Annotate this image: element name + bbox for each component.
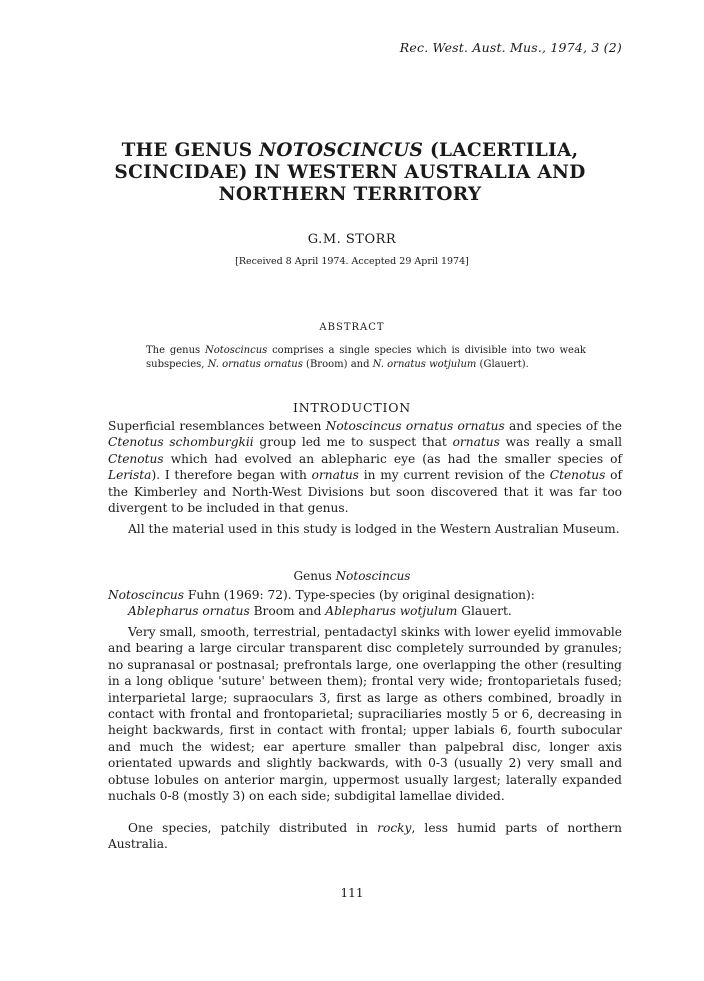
italic-segment: Ablepharus ornatus bbox=[128, 604, 250, 619]
text-segment: and species of the bbox=[504, 419, 622, 433]
abstract-segment: comprises a single species which is divisible into two weak subspecies, bbox=[146, 345, 586, 370]
genus-heading-italic: Notoscincus bbox=[335, 569, 411, 583]
text-segment: Superficial resemblances between bbox=[108, 419, 326, 433]
title-part-2: (LACERTILIA, SCINCIDAE) IN WESTERN AUSTRALIA AND NORTHERN TERRITORY bbox=[114, 140, 586, 205]
received-dates: [Received 8 April 1974. Accepted 29 April 1974] bbox=[235, 256, 469, 267]
text-segment: Glauert. bbox=[457, 604, 512, 619]
italic-segment: Lerista bbox=[108, 468, 152, 483]
type-species-second-line bbox=[108, 603, 622, 619]
text-segment: in my current revision of the bbox=[358, 468, 550, 483]
title-part-1: THE GENUS bbox=[121, 140, 260, 161]
italic-segment: Notoscincus ornatus ornatus bbox=[325, 419, 505, 433]
text-segment: Broom and bbox=[249, 604, 326, 619]
page-number: 111 bbox=[340, 886, 364, 900]
abstract-heading: ABSTRACT bbox=[319, 322, 385, 333]
text-segment: One species, patchily distributed in bbox=[128, 821, 378, 835]
italic-segment: Ctenotus schomburgkii bbox=[108, 435, 254, 450]
italic-segment: ornatus bbox=[311, 468, 359, 483]
italic-segment: Notoscincus bbox=[108, 588, 184, 602]
genus-description: Very small, smooth, terrestrial, pentadactyl skinks with lower eyelid immovable and bearing a large circular transparent disc completely surrounded by granules; no supranasal or postnasal; prefrontals large, one overlapping the other (resulting in a long oblique 'suture' between them); frontal very wide; frontoparietals fused; interparietal large; supraoculars 3, first as large as others combined, broadly in contact with frontal and frontoparietal; supraciliaries mostly 5 or 6, decreasing in height backwards, first in contact with frontal; upper labials 6, fourth subocular and much the widest; ear aperture smaller than palpebral disc, longer axis orientated upwards and slightly backwards, with 0-3 (usually 2) very small and obtuse lobules on anterior margin, uppermost usually largest; laterally expanded nuchals 0-8 (mostly 3) on each side; subdigital lamellae divided. bbox=[108, 625, 622, 804]
abstract-italic: N. ornatus wotjulum bbox=[372, 358, 477, 370]
type-species-line bbox=[108, 587, 622, 620]
text-segment: of the Kimberley and North-West Divisions but soon discovered that it was far too divergent to be included in that genus. bbox=[108, 468, 622, 516]
italic-segment: rocky bbox=[377, 821, 412, 835]
introduction-paragraph-1 bbox=[108, 418, 622, 516]
introduction-paragraph-2: All the material used in this study is lodged in the Western Australian Museum. bbox=[128, 522, 620, 536]
italic-segment: Ctenotus bbox=[549, 468, 606, 483]
italic-segment: Ablepharus wotjulum bbox=[325, 604, 458, 619]
article-title bbox=[100, 140, 600, 206]
genus-heading bbox=[0, 569, 704, 583]
italic-segment: ornatus bbox=[452, 435, 500, 450]
text-segment: , less humid parts of northern Australia. bbox=[108, 821, 622, 852]
text-segment: ). I therefore began with bbox=[151, 468, 312, 483]
genus-heading-text: Genus bbox=[293, 569, 336, 583]
abstract-segment: The genus bbox=[146, 345, 205, 356]
text-segment: Fuhn (1969: 72). Type-species (by original designation): bbox=[184, 588, 535, 602]
author-name: G.M. STORR bbox=[307, 232, 397, 247]
abstract-segment: (Glauert). bbox=[476, 358, 529, 370]
abstract-text bbox=[146, 344, 586, 371]
abstract-segment: (Broom) and bbox=[302, 358, 373, 370]
abstract-italic: N. ornatus ornatus bbox=[207, 358, 303, 370]
journal-reference: Rec. West. Aust. Mus., 1974, 3 (2) bbox=[399, 40, 622, 55]
introduction-heading: INTRODUCTION bbox=[292, 400, 412, 415]
text-segment: which had evolved an ablepharic eye (as had the smaller species of bbox=[163, 451, 622, 466]
text-segment: was really a small bbox=[499, 435, 622, 450]
italic-segment: Ctenotus bbox=[108, 451, 164, 466]
title-genus: NOTOSCINCUS bbox=[259, 140, 424, 161]
abstract-italic: Notoscincus bbox=[204, 345, 268, 356]
text-segment: group led me to suspect that bbox=[253, 435, 453, 450]
genus-distribution bbox=[108, 820, 622, 853]
